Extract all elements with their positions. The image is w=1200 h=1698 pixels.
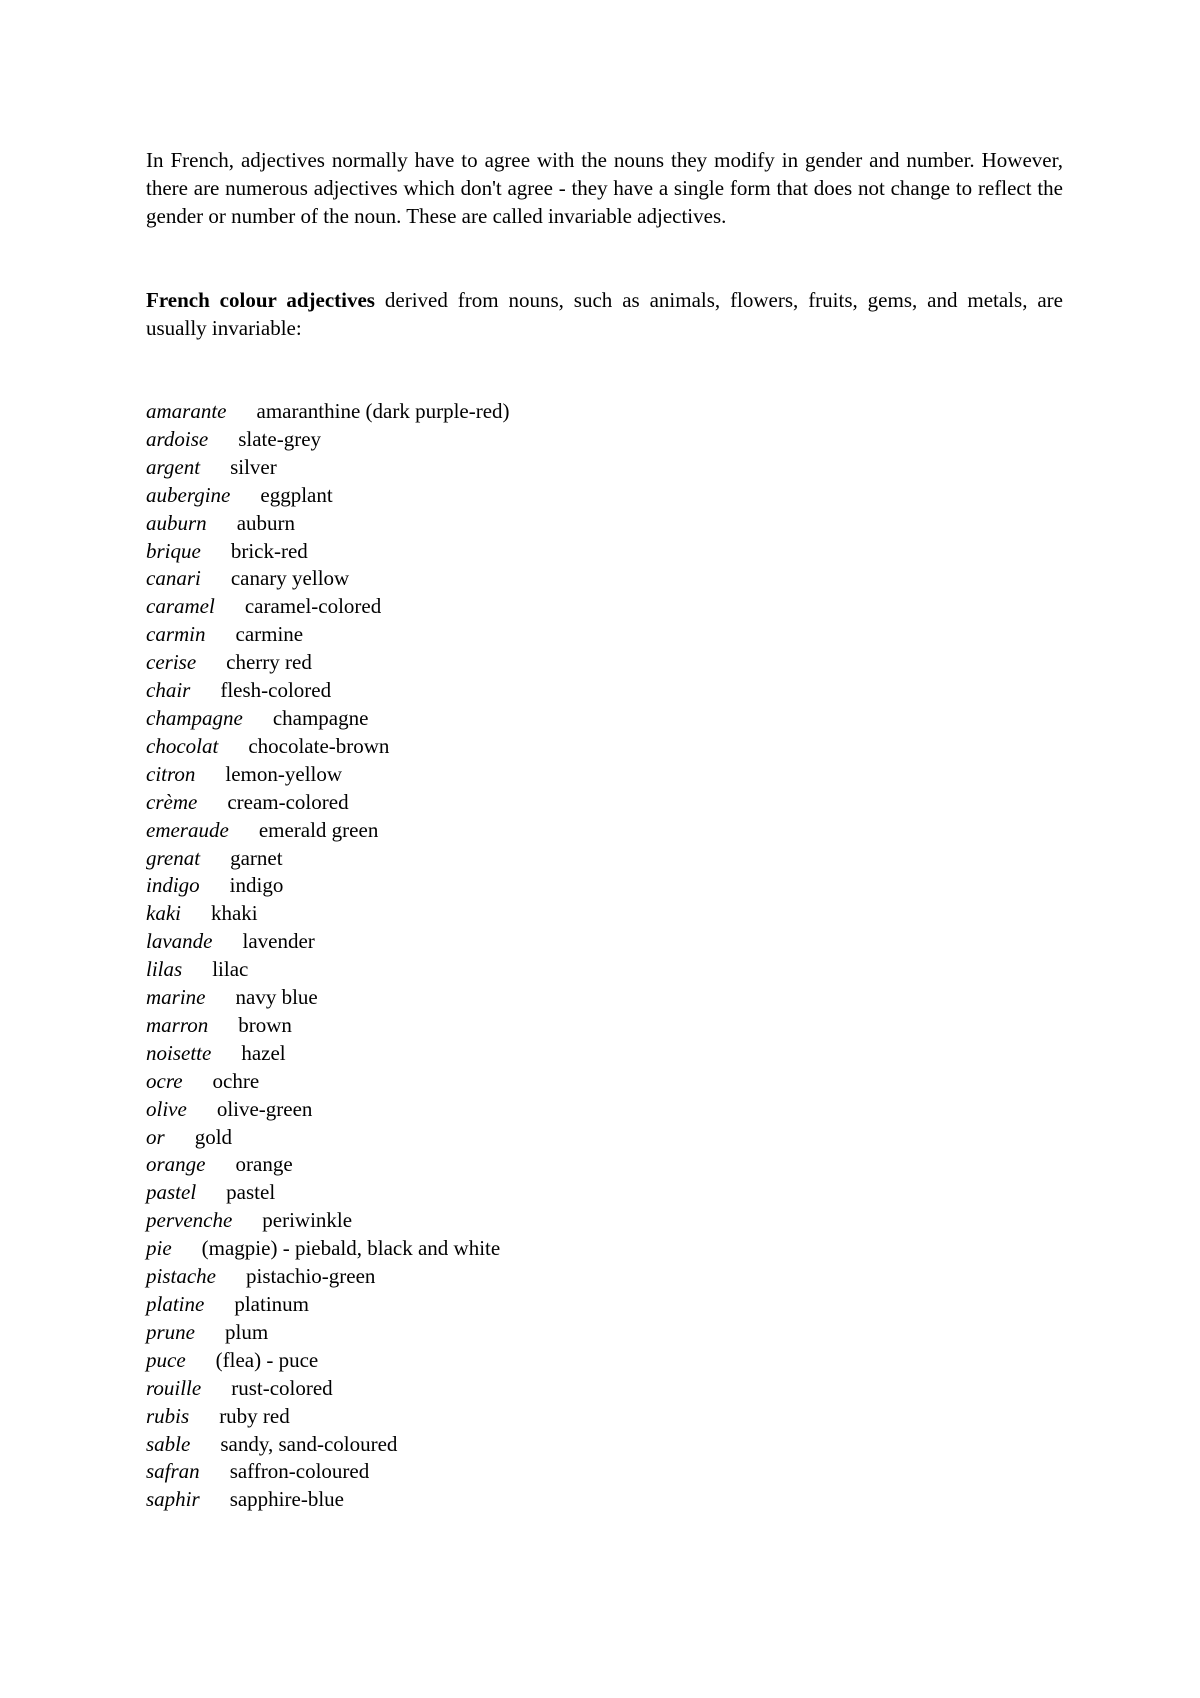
vocab-english: garnet	[230, 845, 283, 870]
vocab-english: cream-colored	[227, 789, 349, 814]
vocab-french: puce	[146, 1347, 186, 1372]
vocab-french: citron	[146, 761, 196, 786]
vocab-french: chair	[146, 678, 191, 703]
vocab-french: orange	[146, 1152, 206, 1177]
vocab-item	[146, 1403, 1063, 1431]
vocab-item	[146, 1263, 1063, 1291]
vocab-french: argent	[146, 454, 201, 479]
vocab-french: grenat	[146, 845, 201, 870]
vocab-english: ochre	[212, 1068, 260, 1093]
vocab-item	[146, 426, 1063, 454]
vocab-english: gold	[194, 1124, 233, 1149]
vocab-english: slate-grey	[238, 426, 322, 451]
vocab-english: platinum	[234, 1292, 309, 1316]
vocab-french: noisette	[146, 1040, 212, 1065]
vocab-french: pervenche	[146, 1208, 233, 1233]
vocab-english: lavender	[242, 929, 315, 954]
vocab-french: ardoise	[146, 426, 209, 451]
vocab-english: champagne	[272, 705, 369, 730]
vocab-english: pastel	[226, 1180, 276, 1205]
vocab-french: pastel	[146, 1180, 197, 1205]
vocab-french: safran	[146, 1459, 200, 1484]
vocab-item	[146, 482, 1063, 510]
vocab-french: carmin	[146, 622, 206, 647]
vocab-french: kaki	[146, 901, 181, 926]
vocab-item	[146, 845, 1063, 873]
vocab-english: plum	[225, 1319, 269, 1344]
vocab-french: aubergine	[146, 482, 231, 507]
vocab-item	[146, 1319, 1063, 1347]
vocab-english: lemon-yellow	[225, 761, 343, 786]
vocab-french: rouille	[146, 1375, 202, 1400]
vocab-french: emeraude	[146, 817, 229, 842]
vocab-english: (flea) - puce	[215, 1347, 319, 1372]
vocab-item	[146, 1068, 1063, 1096]
vocab-item	[146, 1124, 1063, 1152]
vocab-item	[146, 1235, 1063, 1263]
colour-paragraph-lead: French colour adjectives	[146, 288, 375, 312]
vocab-english: carmine	[235, 622, 304, 647]
vocab-english: indigo	[229, 873, 284, 898]
vocab-english: olive-green	[216, 1096, 313, 1121]
vocab-french: caramel	[146, 594, 215, 619]
vocab-item	[146, 1375, 1063, 1403]
vocab-french: sable	[146, 1431, 191, 1456]
vocab-french: marron	[146, 1012, 209, 1037]
vocab-french: pie	[146, 1236, 172, 1261]
vocab-item	[146, 593, 1063, 621]
vocab-french: cerise	[146, 650, 197, 675]
vocab-english: brick-red	[230, 538, 308, 563]
vocab-item	[146, 872, 1063, 900]
vocab-english: chocolate-brown	[248, 733, 390, 758]
vocab-english: auburn	[236, 510, 296, 535]
vocab-item	[146, 1179, 1063, 1207]
vocab-english: amaranthine (dark purple-red)	[256, 399, 510, 423]
vocab-item	[146, 1347, 1063, 1375]
vocab-french: ocre	[146, 1068, 183, 1093]
vocab-french: champagne	[146, 705, 243, 730]
vocab-english: khaki	[210, 901, 258, 926]
document-content	[146, 146, 1063, 1514]
vocab-english: sandy, sand-coloured	[220, 1431, 398, 1456]
vocab-french: crème	[146, 789, 198, 814]
vocab-item	[146, 510, 1063, 538]
vocab-english: canary yellow	[230, 566, 350, 591]
vocab-item	[146, 621, 1063, 649]
vocab-french: pistache	[146, 1264, 216, 1289]
vocab-item	[146, 733, 1063, 761]
vocab-item	[146, 1207, 1063, 1235]
colour-paragraph	[146, 286, 1063, 342]
vocab-item	[146, 398, 1063, 426]
vocab-english: brown	[238, 1012, 292, 1037]
vocab-item	[146, 538, 1063, 566]
vocab-item	[146, 928, 1063, 956]
vocab-french: brique	[146, 538, 201, 563]
vocab-item	[146, 1431, 1063, 1459]
vocab-english: ruby red	[219, 1403, 290, 1428]
vocab-english: orange	[235, 1152, 293, 1177]
vocab-item	[146, 649, 1063, 677]
vocab-item	[146, 1040, 1063, 1068]
vocab-item	[146, 677, 1063, 705]
vocab-list	[146, 398, 1063, 1514]
vocab-french: canari	[146, 566, 201, 591]
vocab-item	[146, 789, 1063, 817]
colour-paragraph-rest: derived from nouns, such as animals, flowers, fruits, gems, and metals, are usually invariable:	[146, 288, 1063, 340]
vocab-item	[146, 761, 1063, 789]
vocab-item	[146, 1486, 1063, 1514]
vocab-english: (magpie) - piebald, black and white	[201, 1236, 501, 1261]
vocab-english: emerald green	[258, 817, 379, 842]
vocab-french: chocolat	[146, 733, 219, 758]
vocab-english: eggplant	[260, 482, 333, 507]
vocab-item	[146, 454, 1063, 482]
vocab-item	[146, 1096, 1063, 1124]
vocab-french: olive	[146, 1096, 187, 1121]
vocab-english: hazel	[241, 1040, 286, 1065]
vocab-french: saphir	[146, 1487, 200, 1512]
vocab-french: marine	[146, 985, 206, 1010]
vocab-item	[146, 817, 1063, 845]
vocab-french: lavande	[146, 929, 213, 954]
vocab-french: platine	[146, 1292, 205, 1316]
vocab-english: silver	[230, 454, 277, 479]
vocab-item	[146, 984, 1063, 1012]
vocab-item	[146, 1291, 1063, 1319]
vocab-english: flesh-colored	[220, 678, 332, 703]
vocab-item	[146, 956, 1063, 984]
vocab-english: pistachio-green	[245, 1264, 376, 1289]
vocab-english: rust-colored	[231, 1375, 333, 1400]
vocab-english: cherry red	[226, 650, 312, 675]
vocab-french: amarante	[146, 399, 227, 423]
vocab-item	[146, 1458, 1063, 1486]
vocab-item	[146, 1151, 1063, 1179]
vocab-english: periwinkle	[262, 1208, 353, 1233]
vocab-english: lilac	[212, 957, 249, 982]
vocab-item	[146, 565, 1063, 593]
vocab-english: caramel-colored	[244, 594, 382, 619]
vocab-french: indigo	[146, 873, 200, 898]
vocab-item	[146, 1012, 1063, 1040]
vocab-french: prune	[146, 1319, 195, 1344]
vocab-french: rubis	[146, 1403, 190, 1428]
vocab-item	[146, 900, 1063, 928]
vocab-item	[146, 705, 1063, 733]
vocab-french: auburn	[146, 510, 207, 535]
vocab-french: or	[146, 1124, 165, 1149]
intro-paragraph: In French, adjectives normally have to agree with the nouns they modify in gender and number. However, there are numerous adjectives which don't agree - they have a single form that does not change to reflect the gender or number of the noun. These are called invariable adjectives.	[146, 148, 1063, 228]
vocab-french: lilas	[146, 957, 183, 982]
vocab-english: saffron-coloured	[229, 1459, 370, 1484]
vocab-english: sapphire-blue	[229, 1487, 344, 1512]
vocab-english: navy blue	[235, 985, 318, 1010]
